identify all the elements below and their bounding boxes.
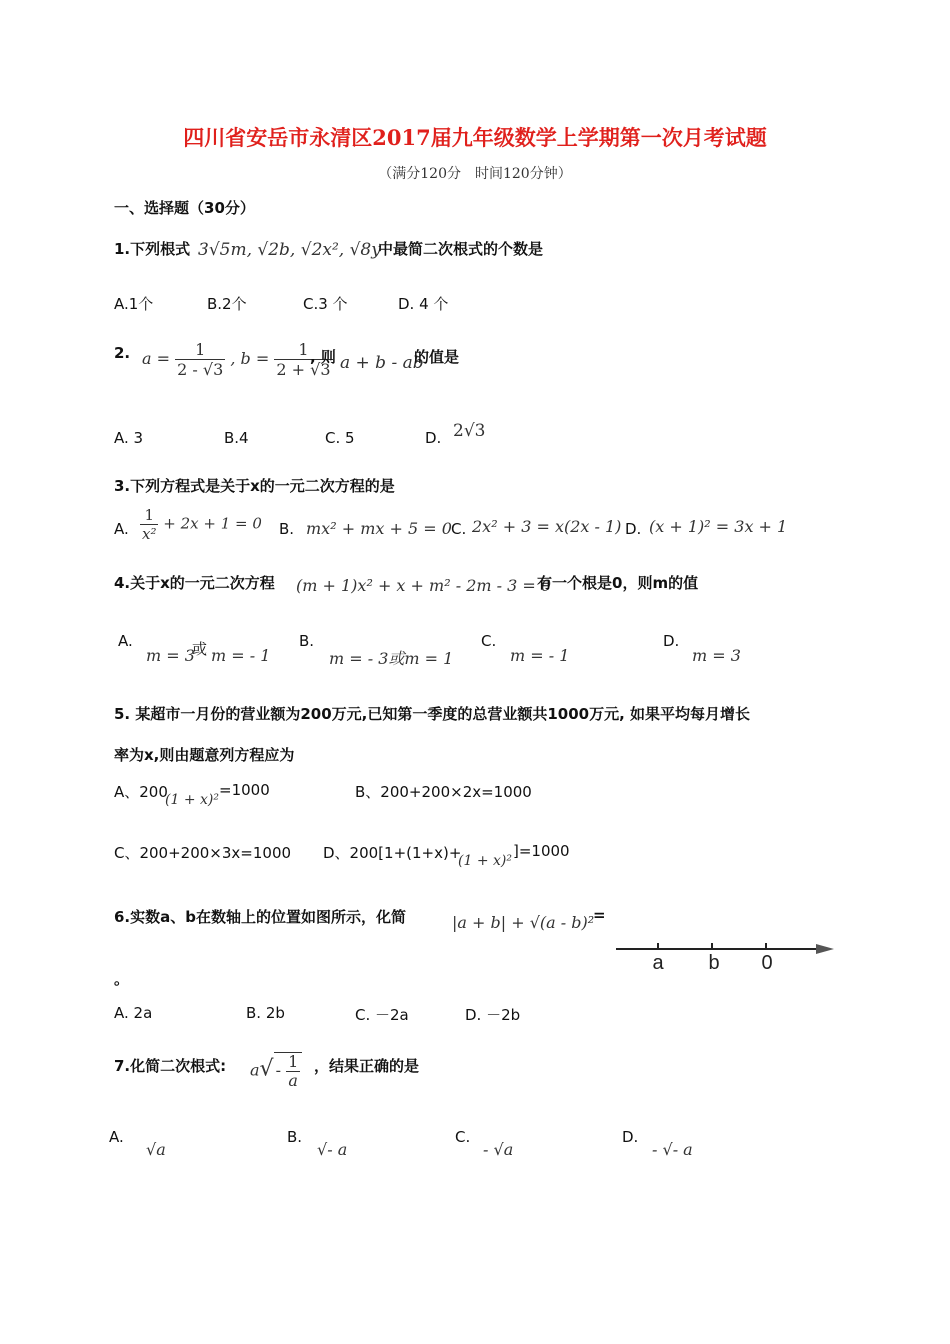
q2-tail: 的值是 xyxy=(414,348,460,366)
q4-tail: 有一个根是0，则m的值 xyxy=(537,574,699,592)
q2-option-d-expression: 2√3 xyxy=(453,421,486,441)
q4-option-a-expr1: m = 3 xyxy=(146,646,195,665)
q5-option-c: C、200+200×3x=1000 xyxy=(114,844,292,862)
q6-equals: = xyxy=(593,906,606,924)
q5-option-d-suffix: ]=1000 xyxy=(513,842,570,860)
q5-line-1: 5. 某超市一月份的营业额为200万元,已知第一季度的总营业额共1000万元, 如果平均每月增长 xyxy=(114,705,751,723)
q2-stem: 2. xyxy=(114,344,131,362)
q1-option-a: A.1个 xyxy=(114,295,154,313)
axis-label-b: b xyxy=(708,952,720,974)
q2-option-b: B.4 xyxy=(224,429,249,447)
q3-option-a-den: x² xyxy=(142,525,157,543)
q7-option-d-expression: - √- a xyxy=(652,1140,693,1159)
q5-option-d-expression: (1 + x)² xyxy=(458,853,512,869)
q6-option-a: A. 2a xyxy=(114,1004,153,1022)
q5-option-b: B、200+200×2x=1000 xyxy=(355,783,532,801)
q7-option-a-expression: √a xyxy=(146,1140,166,1159)
q6-stem: 6.实数a、b在数轴上的位置如图所示，化简 xyxy=(114,908,406,926)
q2-target-expression: a + b - ab xyxy=(340,353,424,373)
q2-b-lhs: , b = xyxy=(230,349,270,368)
q4-option-b-expression: m = - 3或m = 1 xyxy=(329,649,454,668)
q7-fraction-den: a xyxy=(288,1070,298,1090)
q5-option-a-suffix: =1000 xyxy=(219,781,270,799)
q7-option-b-label: B. xyxy=(287,1128,303,1146)
q3-option-b-expression: mx² + mx + 5 = 0 xyxy=(306,519,452,538)
q2-fraction-a-num: 1 xyxy=(175,340,225,360)
page-subtitle: （满分120分 时间120分钟） xyxy=(378,166,572,182)
q3-stem: 3.下列方程式是关于x的一元二次方程的是 xyxy=(114,477,395,495)
q7-coefficient: a xyxy=(250,1060,260,1080)
q6-expression: |a + b| + √(a - b)² xyxy=(452,913,595,932)
q4-option-a-label: A. xyxy=(118,632,133,650)
q7-option-a-label: A. xyxy=(109,1128,124,1146)
q7-option-b-expression: √- a xyxy=(317,1140,348,1159)
q1-option-d: D. 4 个 xyxy=(398,295,449,313)
q7-expression xyxy=(250,1052,302,1089)
q3-option-d-label: D. xyxy=(625,520,642,538)
number-line xyxy=(610,935,840,975)
q2-fraction-a xyxy=(175,340,225,379)
q6-period: 。 xyxy=(114,970,130,988)
q7-tail: ，结果正确的是 xyxy=(314,1057,420,1075)
q3-option-a-expression xyxy=(140,506,262,543)
q5-option-a-prefix: A、200 xyxy=(114,783,168,801)
q3-option-a-num: 1 xyxy=(140,506,158,525)
q7-fraction xyxy=(286,1053,300,1089)
axis-label-a: a xyxy=(652,952,664,974)
q4-option-b-label: B. xyxy=(299,632,315,650)
q3-option-c-expression: 2x² + 3 = x(2x - 1) xyxy=(472,517,622,536)
page-title: 四川省安岳市永清区2017届九年级数学上学期第一次月考试题 xyxy=(183,125,767,150)
q4-option-d-label: D. xyxy=(663,632,680,650)
q1-option-b: B.2个 xyxy=(207,295,247,313)
q3-option-a-fraction xyxy=(140,506,158,543)
q4-option-d-expression: m = 3 xyxy=(692,646,741,665)
q3-option-d-expression: (x + 1)² = 3x + 1 xyxy=(649,517,788,536)
q4-stem: 4.关于x的一元二次方程 xyxy=(114,574,275,592)
q1-expression: 3√5m, √2b, √2x², √8y xyxy=(198,240,381,260)
q6-option-b: B. 2b xyxy=(246,1004,285,1022)
q7-fraction-num: 1 xyxy=(288,1052,299,1071)
q7-stem: 7.化简二次根式: xyxy=(114,1057,227,1075)
axis-label-0: 0 xyxy=(761,952,773,974)
q7-minus: - xyxy=(275,1060,281,1080)
q2-then: , 则 xyxy=(310,348,336,366)
q4-expression: (m + 1)x² + x + m² - 2m - 3 = 0 xyxy=(296,576,552,595)
q1-stem: 1.下列根式 xyxy=(114,240,191,258)
q2-option-c: C. 5 xyxy=(325,429,355,447)
q5-option-d-prefix: D、200[1+(1+x)+ xyxy=(323,844,462,862)
q2-option-d: D. xyxy=(425,429,442,447)
q1-tail: 中最简二次根式的个数是 xyxy=(378,240,544,258)
q7-radicand xyxy=(274,1052,303,1089)
q4-option-a-expr2: m = - 1 xyxy=(211,646,271,665)
q2-a-lhs: a = xyxy=(142,349,171,368)
q5-option-a-expression: (1 + x)² xyxy=(165,792,219,808)
q7-option-c-label: C. xyxy=(455,1128,471,1146)
q6-option-d: D. －2b xyxy=(465,1006,521,1024)
number-line-arrow-icon xyxy=(816,944,834,954)
section-heading: 一、选择题（30分） xyxy=(114,199,255,217)
q3-option-b-label: B. xyxy=(279,520,295,538)
q4-option-c-label: C. xyxy=(481,632,497,650)
radical-sign-icon: √ xyxy=(259,1056,274,1082)
q7-option-d-label: D. xyxy=(622,1128,639,1146)
q3-option-a-tail: + 2x + 1 = 0 xyxy=(163,514,262,533)
q2-expression xyxy=(142,340,333,379)
q4-option-a-or: 或 xyxy=(192,640,208,658)
q3-option-a-label: A. xyxy=(114,520,129,538)
q2-fraction-a-den: 2 - √3 xyxy=(177,360,224,379)
q5-line-2: 率为x,则由题意列方程应为 xyxy=(114,746,295,764)
q4-option-c-expression: m = - 1 xyxy=(510,646,570,665)
q6-option-c: C. －2a xyxy=(355,1006,409,1024)
q2-option-a: A. 3 xyxy=(114,429,144,447)
q2-fraction-b-num: 1 xyxy=(274,340,332,360)
q2-fraction-b-den: 2 + √3 xyxy=(276,360,331,379)
q1-option-c: C.3 个 xyxy=(303,295,348,313)
q7-option-c-expression: - √a xyxy=(483,1140,514,1159)
q3-option-c-label: C. xyxy=(451,520,467,538)
